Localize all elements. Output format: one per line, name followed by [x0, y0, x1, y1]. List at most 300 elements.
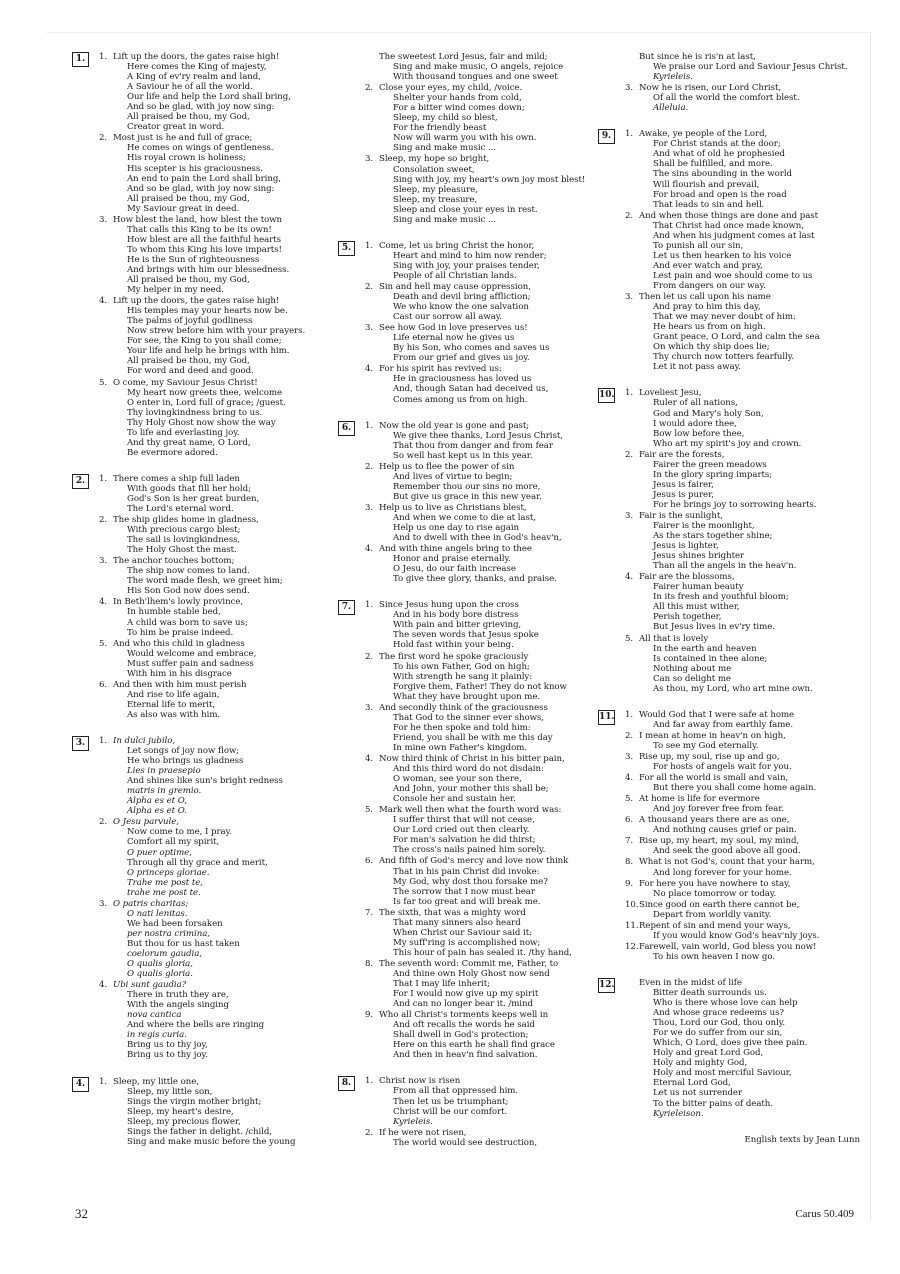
verse-line: We praise our Lord and Saviour Jesus Christ. [653, 62, 848, 73]
verse-number: 6. [365, 856, 374, 867]
verse-line: Sing and make music before the young [127, 1136, 296, 1147]
verse-line: To punish all our sin, [653, 240, 744, 251]
hymn-block [338, 1076, 600, 1147]
verse-line: The anchor touches bottom; [113, 556, 235, 567]
verse [99, 680, 334, 720]
verse-line: Awake, ye people of the Lord, [639, 129, 768, 140]
verse-line: With him in his disgrace [127, 668, 232, 679]
verse-number: 2. [625, 449, 634, 460]
verse-line: Death and devil bring affliction; [393, 292, 531, 303]
verse-line: His temples may your hearts now be. [127, 306, 288, 317]
verse-line: The seventh word: Commit me, Father, to [379, 958, 559, 969]
verse-line: For word and deed and good. [127, 366, 254, 377]
verse [365, 154, 600, 224]
verse-line: So well hast kept us in this year. [393, 450, 533, 461]
hymn-number: 1. [72, 52, 89, 67]
hymn-block [598, 388, 860, 693]
verse [365, 544, 600, 584]
verse-line: But since he is ris'n at last, [639, 52, 756, 62]
verse-number: 3. [99, 214, 108, 225]
verse-number: 3. [625, 292, 634, 303]
verse-number: 2. [625, 730, 634, 741]
verse-line: Trahe me post te, [127, 877, 203, 888]
verse-line: The ship glides home in gladness, [113, 515, 259, 526]
verse-line: He in graciousness has loved us [393, 374, 532, 385]
verse [625, 731, 860, 751]
verse-line: With precious cargo blest; [127, 525, 241, 536]
hymn-number: 6. [338, 421, 355, 436]
verse-number: 1. [365, 600, 374, 611]
verse-line: Sleep, my precious flower, [127, 1116, 241, 1127]
verse-line: Sing and make music, O angels, rejoice [393, 62, 564, 73]
verse-number: 10. [625, 899, 639, 910]
verse-line: And where the bells are ringing [127, 1020, 265, 1031]
verse [625, 773, 860, 793]
verse-line: Here comes the King of majesty, [127, 62, 267, 73]
verse-line: And ever watch and pray, [653, 260, 763, 271]
verse-line: The cross's nails pained him sorely. [393, 845, 546, 856]
verse-line: Fairer is the moonlight, [653, 521, 755, 532]
verse-line: Even in the midst of life [639, 977, 742, 988]
verse-line: The Lord's eternal word. [127, 504, 234, 515]
hymn-block [598, 978, 860, 1119]
verse-line: I suffer thirst that will not cease, [393, 815, 535, 826]
verse [99, 474, 334, 514]
verse-line: in regis curia. [127, 1030, 187, 1041]
verse-line: For we do suffer from our sin, [653, 1028, 783, 1039]
verse-line: Now come to me, I pray. [127, 827, 232, 838]
verse-line: Holy and great Lord God, [653, 1048, 764, 1059]
verse-number: 7. [625, 836, 634, 847]
verse-line: For his spirit has revived us: [379, 364, 502, 375]
verse-line: Lift up the doors, the gates raise high! [113, 296, 280, 307]
hymn-block [598, 129, 860, 372]
verse-number: 2. [365, 83, 374, 94]
verse-line: O enter in, Lord full of grace; /guest. [127, 397, 286, 408]
verse-line: The first word he spoke graciously [379, 651, 529, 662]
verse-line: With strength he sang it plainly: [393, 671, 533, 682]
verse-line: As the stars together shine; [653, 531, 773, 542]
verse-line: But thou for us hast taken [127, 938, 240, 949]
verse [365, 908, 600, 958]
verse-line: Sleep, my treasure, [393, 194, 478, 205]
verse [625, 572, 860, 632]
verse-line: Then let us be triumphant; [393, 1096, 509, 1107]
verse-line: Lest pain and woe should come to us [653, 270, 813, 281]
verse-line: Sleep, my little one, [113, 1076, 199, 1087]
verse-number: 3. [99, 556, 108, 567]
verse-line: And then with him must perish [113, 679, 247, 690]
verse-line: That we may never doubt of him: [653, 312, 796, 323]
page-number: 32 [75, 1206, 88, 1221]
verse-line: All praised be thou, my God, [127, 193, 250, 204]
text-column-3 [598, 52, 860, 1145]
verse-line: And this third word do not disdain: [393, 764, 544, 775]
verse-line: Sleep, my child so blest, [393, 113, 498, 124]
verse-line: For he brings joy to sorrowing hearts. [653, 499, 817, 510]
verse-line: And when we come to die at last, [393, 512, 536, 523]
verse-line: And thy great name, O Lord, [127, 437, 251, 448]
verse-line: The seven words that Jesus spoke [393, 630, 539, 641]
verse-number: 2. [99, 817, 108, 828]
verse-line: Sin and hell may cause oppression, [379, 281, 531, 292]
verse-line: Thy church now totters fearfully. [653, 352, 795, 363]
verse [625, 978, 860, 1119]
verse-line: My God, why dost thou forsake me? [393, 876, 548, 887]
verse-line: Thou, Lord our God, thou only. [653, 1018, 786, 1029]
verse-line: By his Son, who comes and saves us [393, 343, 550, 354]
verse-line: And far away from earthly fame. [653, 719, 794, 730]
verse-line: For I would now give up my spirit [393, 989, 539, 1000]
verse-line: The ship now comes to land. [127, 566, 250, 577]
verse-line: And when his judgment comes at last [653, 230, 815, 241]
verse-line: An end to pain the Lord shall bring, [127, 173, 281, 184]
verse [625, 879, 860, 899]
verse-line: Let us not surrender [653, 1088, 743, 1099]
verse-number: 1. [365, 420, 374, 431]
hymn-number: 10. [598, 388, 615, 403]
verse-number: 1. [99, 473, 108, 484]
verse-line: Be evermore adored. [127, 447, 218, 458]
verse-line: O come, my Saviour Jesus Christ! [113, 377, 258, 388]
verse-line: For Christ stands at the door; [653, 139, 781, 150]
verse-line: What is not God's, count that your harm, [639, 857, 815, 868]
verse-line: Here on this earth he shall find grace [393, 1040, 555, 1051]
verse-line: That God to the sinner ever shows, [393, 712, 544, 723]
verse [625, 836, 860, 856]
verse-line: Who all Christ's torments keeps well in [379, 1010, 549, 1021]
verse-line: All praised be thou, my God, [127, 356, 250, 367]
verse-line: Cast our sorrow all away. [393, 312, 503, 323]
verse-line: Now strew before him with your prayers. [127, 326, 306, 337]
verse [625, 942, 860, 962]
verse-number: 8. [625, 857, 634, 868]
verse-line: O patris charitas; [113, 898, 189, 909]
hymn-block [338, 421, 600, 585]
verse-line: For all the world is small and vain, [639, 773, 789, 784]
verse [365, 652, 600, 702]
verse-line: Jesus shines brighter [653, 551, 745, 562]
verse-line: Depart from worldly vanity. [653, 909, 772, 920]
verse-line: For man's salvation he did thirst; [393, 835, 536, 846]
verse-line: Sleep, my pleasure, [393, 184, 478, 195]
verse-line: In the glory spring imparts; [653, 469, 773, 480]
hymn-number: 11. [598, 710, 615, 725]
verse-line: To the bitter pains of death. [653, 1098, 773, 1109]
verse-line: As also was with him. [127, 709, 221, 720]
verse-line: Comfort all my spirit, [127, 837, 220, 848]
verse-line: We give thee thanks, Lord Jesus Christ, [393, 430, 563, 441]
verse [99, 597, 334, 637]
verse-line: Christ will be our comfort. [393, 1106, 508, 1117]
verse-line: Help us to flee the power of sin [379, 461, 515, 472]
verse [625, 815, 860, 835]
verse-number: 1. [365, 1076, 374, 1087]
verse-line: To see my God eternally. [653, 740, 759, 751]
verse-line: That thou from danger and from fear [393, 440, 553, 451]
verse-line: Sleep and close your eyes in rest. [393, 204, 538, 215]
verse-number: 4. [365, 544, 374, 555]
verse-line: There in truth they are, [127, 990, 229, 1001]
verse-number: 1. [625, 388, 634, 399]
verse-line: That I may life inherit; [393, 979, 490, 990]
verse-line: For the friendly beast [393, 123, 487, 134]
verse-line: And with thine angels bring to thee [379, 544, 532, 555]
verse [365, 600, 600, 650]
verse-line: trahe me post te. [127, 887, 201, 898]
verse [625, 129, 860, 209]
verse-line: And shines like sun's bright redness [127, 776, 283, 787]
verse-line: And nothing causes grief or pain. [653, 825, 797, 836]
verse-line: Rise up, my heart, my soul, my mind, [639, 836, 800, 847]
verse [99, 133, 334, 213]
verse-line: We who know the one salvation [393, 302, 529, 313]
verse-line: Sleep, my heart's desire, [127, 1106, 234, 1117]
verse-line: On which thy ship does lie; [653, 342, 770, 353]
verse-line: How blest the land, how blest the town [113, 214, 283, 225]
verse-line: Eternal life to merit, [127, 699, 216, 710]
verse-line: Then let us call upon his name [639, 292, 771, 303]
verse [99, 1077, 334, 1147]
verse-line: And then in heav'n find salvation. [393, 1050, 538, 1061]
verse-line: All this must wither, [653, 602, 740, 613]
verse-line: My Saviour great in deed. [127, 203, 240, 214]
verse-line: Ubi sunt gaudia? [113, 980, 187, 991]
verse-line: Now the old year is gone and past; [379, 420, 530, 431]
verse-line: For see, the King to you shall come; [127, 336, 282, 347]
verse-line: Fair is the sunlight, [639, 510, 723, 521]
verse-line: Your life and help he brings with him. [127, 346, 290, 357]
verse-line: And whose grace redeems us? [653, 1008, 784, 1019]
verse-number: 4. [99, 597, 108, 608]
verse-number: 2. [99, 515, 108, 526]
verse-number: 2. [365, 651, 374, 662]
text-column-2 [338, 52, 600, 1164]
verse-line: coelorum gaudia, [127, 948, 202, 959]
verse-line: And, though Satan had deceived us, [393, 384, 549, 395]
hymn-number: 4. [72, 1077, 89, 1092]
hymn-number: 8. [338, 1076, 355, 1091]
verse-number: 9. [365, 1010, 374, 1021]
verse-line: But give us grace in this new year. [393, 491, 542, 502]
verse [365, 856, 600, 906]
verse-line: Console her and sustain her. [393, 794, 516, 805]
verse-line: Bring us to thy joy. [127, 1050, 208, 1061]
verse [99, 556, 334, 596]
hymn-block [72, 1077, 334, 1147]
verse-line: The sorrow that I now must bear [393, 886, 535, 897]
verse-line: Now will warm you with his own. [393, 133, 537, 144]
verse-line: His royal crown is holiness; [127, 153, 246, 164]
verse-line: Life eternal now he gives us [393, 333, 515, 344]
verse-line: nova cantica [127, 1010, 182, 1021]
verse-line: Kyrieleis. [653, 72, 693, 83]
verse-line: That leads to sin and hell. [653, 199, 765, 210]
verse [625, 511, 860, 571]
verse [625, 752, 860, 772]
verse-line: Since Jesus hung upon the cross [379, 600, 519, 611]
verse-line: Thy Holy Ghost now show the way [127, 417, 276, 428]
verse-line: Forgive them, Father! They do not know [393, 681, 567, 692]
verse-line: The sweetest Lord Jesus, fair and mild; [379, 52, 548, 62]
verse-number: 1. [99, 736, 108, 746]
verse-line: Repent of sin and mend your ways, [639, 920, 791, 931]
verse-line: O puer optime, [127, 847, 192, 858]
hymn-number: 12. [598, 978, 615, 993]
verse-line: Fair are the blossoms, [639, 572, 735, 583]
verse-line: This hour of pain has sealed it. /thy hand, [393, 947, 572, 958]
verse [365, 282, 600, 322]
verse-line: Thy lovingkindness bring to us. [127, 407, 263, 418]
verse-line: Sleep, my little son, [127, 1086, 213, 1097]
verse-line: For he then spoke and told him: [393, 722, 531, 733]
verse-line: Comes among us from on high. [393, 394, 528, 405]
verse-line: Most just is he and full of grace; [113, 133, 253, 144]
verse-line: Sings the father in delight. /child, [127, 1126, 273, 1137]
verse-line: In Beth'lhem's lowly province, [113, 597, 244, 608]
verse [99, 378, 334, 458]
verse-line: Shall dwell in God's protection; [393, 1030, 529, 1041]
verse-line: Let us then hearken to his voice [653, 250, 792, 261]
verse-number: 12. [625, 941, 639, 952]
verse-line: But there you shall come home again. [653, 783, 817, 794]
verse-line: Shall be fulfilled, and more. [653, 159, 773, 170]
verse-line: That Christ had once made known, [653, 220, 804, 231]
verse-line: The sail is lovingkindness, [127, 535, 241, 546]
verse-line: Now third think of Christ in his bitter pain, [379, 754, 565, 764]
verse-line: Kyrieleison. [653, 1108, 704, 1119]
verse-line: And brings with him our blessedness. [127, 264, 290, 275]
verse [99, 296, 334, 376]
hymn-number: 7. [338, 600, 355, 615]
verse-line: And what of old he prophesied [653, 149, 785, 160]
verse-line: And so be glad, with joy now sing: [127, 102, 275, 113]
verse-number: 5. [99, 638, 108, 649]
verse-line: O princeps gloriae. [127, 867, 210, 878]
verse-number: 2. [365, 281, 374, 292]
verse-line: From all that oppressed him. [393, 1086, 519, 1097]
verse-line: Jesus is lighter, [653, 541, 719, 552]
verse-line: Nothing about me [653, 663, 732, 674]
verse-line: Lies in praesepio [127, 766, 201, 777]
verse-line: And can no longer bear it. /mind [393, 999, 533, 1010]
verse-line: Now he is risen, our Lord Christ, [639, 83, 782, 94]
verse-line: Ruler of all nations, [653, 398, 738, 409]
verse-line: Help us one day to rise again [393, 523, 520, 534]
verse-line: With pain and bitter grieving, [393, 620, 522, 631]
verse-line: Alpha es et O, [127, 796, 187, 807]
verse-line: But Jesus lives in ev'ry time. [653, 622, 775, 633]
verse-line: Perish together, [653, 612, 722, 623]
catalog-number: Carus 50.409 [795, 1208, 854, 1220]
hymn-number: 3. [72, 736, 89, 751]
verse-line: To his own heaven I now go. [653, 951, 775, 962]
verse-number: 2. [365, 461, 374, 472]
verse-line: From our grief and gives us joy. [393, 353, 530, 364]
verse-line: All that is lovely [639, 633, 709, 644]
verse [99, 52, 334, 132]
verse-number: 4. [99, 980, 108, 991]
verse-line: Jesus is fairer, [653, 479, 714, 490]
verse-line: The word made flesh, we greet him; [127, 576, 283, 587]
verse-line: Sings the virgin mother bright; [127, 1096, 262, 1107]
verse-line: Will flourish and prevail, [653, 179, 760, 190]
hymn-block [72, 52, 334, 458]
verse-line: Is contained in thee alone; [653, 653, 768, 664]
hymn-block [338, 52, 600, 225]
verse-line: Would welcome and embrace, [127, 648, 257, 659]
verse-line: Alleluia. [653, 103, 689, 114]
verse-line: And John, your mother this shall be; [393, 784, 549, 795]
verse-line: He comes on wings of gentleness. [127, 143, 274, 154]
verse [365, 421, 600, 461]
verse [625, 900, 860, 920]
verse-line: For broad and open is the road [653, 189, 787, 200]
verse-line: The palms of joyful godliness [127, 316, 253, 327]
verse-line: O woman, see your son there, [393, 774, 522, 785]
verse-line: Help us to live as Christians blest, [379, 502, 527, 513]
verse-line: That in his pain Christ did invoke: [393, 866, 540, 877]
verse-line: And seek the good above all good. [653, 846, 801, 857]
verse-line: Is far too great and will break me. [393, 896, 541, 907]
verse-line: Creator great in word. [127, 122, 225, 133]
verse-number: 4. [99, 296, 108, 307]
verse-line: And so be glad, with joy now sing: [127, 183, 275, 194]
verse-line: A child was born to save us; [127, 617, 248, 628]
verse [625, 211, 860, 291]
hymn-block [338, 241, 600, 405]
verse [625, 83, 860, 113]
verse-line: The sins abounding in the world [653, 169, 792, 180]
verse-line: My heart now greets thee, welcome [127, 387, 282, 398]
verse-line: He hears us from on high. [653, 322, 766, 333]
verse [365, 1128, 600, 1148]
verse-line: Holy and most merciful Saviour, [653, 1068, 792, 1079]
verse [365, 703, 600, 753]
verse-line: And lives of virtue to begin; [393, 471, 513, 482]
verse-line: There comes a ship full laden [113, 473, 240, 484]
verse-number: 1. [625, 709, 634, 720]
verse-line: A thousand years there are as one, [639, 815, 790, 826]
hymn-number: 5. [338, 241, 355, 256]
verse-line: Fair are the forests, [639, 449, 725, 460]
verse-line: O Jesu parvule, [113, 817, 179, 828]
verse-line: Rise up, my soul, rise up and go, [639, 752, 780, 762]
verse [365, 52, 600, 82]
verse-line: That calls this King to be its own! [127, 224, 272, 235]
verse-line: In its fresh and youthful bloom; [653, 592, 789, 603]
verse-number: 4. [365, 364, 374, 375]
verse-line: I would adore thee, [653, 418, 737, 429]
verse [625, 450, 860, 510]
verse-number: 5. [99, 377, 108, 388]
verse-line: per nostra crimina, [127, 928, 210, 939]
verse-number: 2. [625, 210, 634, 221]
verse-line: See how God in love preserves us! [379, 323, 528, 334]
verse-line: He who brings us gladness [127, 756, 244, 767]
verse-line: And rise to life again, [127, 689, 220, 700]
verse-line: Fairer the green meadows [653, 459, 767, 470]
verse [365, 241, 600, 281]
verse-line: Since good on earth there cannot be, [639, 899, 800, 910]
verse-line: And who this child in gladness [113, 638, 245, 649]
verse-line: Jesus is purer, [653, 489, 714, 500]
verse-line: That many sinners also heard [393, 917, 521, 928]
verse-line: Must suffer pain and sadness [127, 658, 254, 669]
verse-line: No place tomorrow or today. [653, 888, 777, 899]
verse-number: 8. [365, 958, 374, 969]
verse-line: In the earth and heaven [653, 643, 757, 654]
